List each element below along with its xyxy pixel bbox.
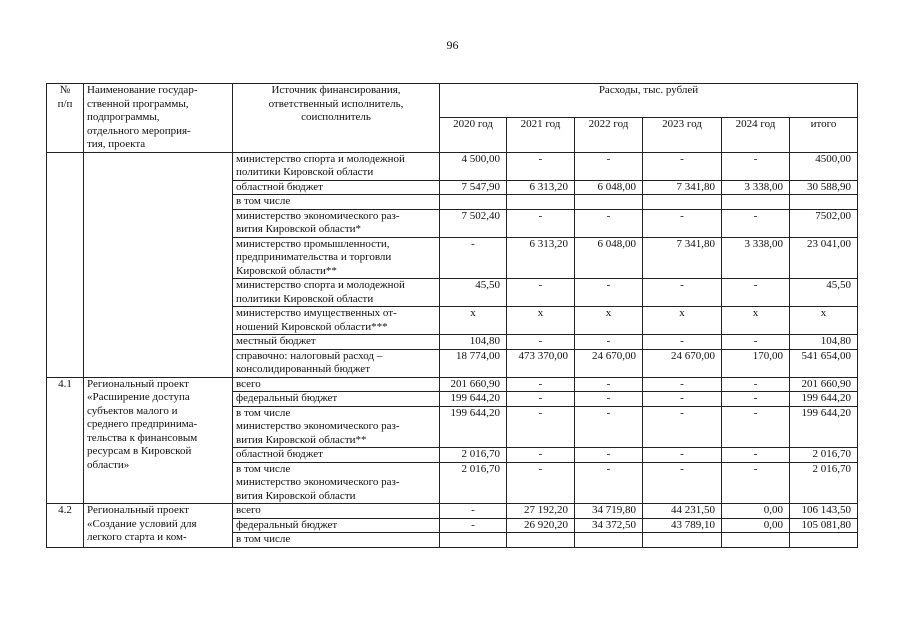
- value-cell: 27 192,20: [507, 504, 575, 519]
- value-cell: -: [507, 152, 575, 180]
- value-cell: -: [643, 448, 722, 463]
- header-name: Наименование государ- ственной программы, подпрограммы, отдельного мероприя- тия, проекта: [84, 84, 233, 153]
- value-cell: 201 660,90: [440, 377, 507, 392]
- value-cell: 473 370,00: [507, 349, 575, 377]
- total-cell: 199 644,20: [790, 392, 858, 407]
- value-cell: [440, 195, 507, 210]
- value-cell: -: [643, 152, 722, 180]
- header-source: Источник финансирования, ответственный исполнитель, соисполнитель: [233, 84, 440, 153]
- funding-source: министерство экономического раз- вития Кировской области*: [233, 209, 440, 237]
- value-cell: -: [507, 335, 575, 350]
- funding-source: областной бюджет: [233, 180, 440, 195]
- value-cell: [643, 533, 722, 548]
- value-cell: -: [440, 518, 507, 533]
- value-cell: -: [643, 406, 722, 448]
- value-cell: -: [575, 377, 643, 392]
- funding-source: министерство спорта и молодежной политики Кировской области: [233, 279, 440, 307]
- funding-source: федеральный бюджет: [233, 518, 440, 533]
- header-year: 2024 год: [722, 118, 790, 152]
- value-cell: -: [722, 335, 790, 350]
- total-cell: 2 016,70: [790, 462, 858, 504]
- header-year: 2021 год: [507, 118, 575, 152]
- value-cell: 3 338,00: [722, 237, 790, 279]
- value-cell: -: [507, 448, 575, 463]
- header-year: 2023 год: [643, 118, 722, 152]
- value-cell: -: [575, 462, 643, 504]
- value-cell: 6 313,20: [507, 237, 575, 279]
- value-cell: [643, 195, 722, 210]
- total-cell: 104,80: [790, 335, 858, 350]
- value-cell: -: [722, 279, 790, 307]
- funding-source: справочно: налоговый расход – консолидированный бюджет: [233, 349, 440, 377]
- total-cell: 23 041,00: [790, 237, 858, 279]
- row-number: 4.1: [47, 377, 84, 504]
- value-cell: 2 016,70: [440, 462, 507, 504]
- total-cell: [790, 195, 858, 210]
- value-cell: 6 313,20: [507, 180, 575, 195]
- value-cell: -: [643, 377, 722, 392]
- header-total: итого: [790, 118, 858, 152]
- total-cell: 45,50: [790, 279, 858, 307]
- row-number: 4.2: [47, 504, 84, 548]
- table-row: [47, 377, 858, 392]
- funding-source: всего: [233, 504, 440, 519]
- value-cell: 2 016,70: [440, 448, 507, 463]
- value-cell: -: [643, 209, 722, 237]
- total-cell: x: [790, 307, 858, 335]
- value-cell: 26 920,20: [507, 518, 575, 533]
- value-cell: 0,00: [722, 518, 790, 533]
- value-cell: -: [643, 462, 722, 504]
- value-cell: -: [507, 392, 575, 407]
- value-cell: -: [507, 279, 575, 307]
- total-cell: 199 644,20: [790, 406, 858, 448]
- value-cell: [722, 195, 790, 210]
- value-cell: -: [507, 377, 575, 392]
- value-cell: x: [643, 307, 722, 335]
- value-cell: x: [440, 307, 507, 335]
- total-cell: [790, 533, 858, 548]
- value-cell: 34 372,50: [575, 518, 643, 533]
- funding-source: министерство имущественных от- ношений Кировской области***: [233, 307, 440, 335]
- value-cell: -: [507, 209, 575, 237]
- value-cell: 4 500,00: [440, 152, 507, 180]
- value-cell: -: [575, 279, 643, 307]
- project-name: Региональный проект «Создание условий для легкого старта и ком-: [84, 504, 233, 548]
- total-cell: 30 588,90: [790, 180, 858, 195]
- total-cell: 4500,00: [790, 152, 858, 180]
- budget-table: [46, 83, 858, 548]
- value-cell: 7 502,40: [440, 209, 507, 237]
- funding-source: в том числе: [233, 195, 440, 210]
- value-cell: 18 774,00: [440, 349, 507, 377]
- funding-source: федеральный бюджет: [233, 392, 440, 407]
- value-cell: -: [643, 392, 722, 407]
- header-number: № п/п: [47, 84, 84, 153]
- total-cell: 2 016,70: [790, 448, 858, 463]
- value-cell: 3 338,00: [722, 180, 790, 195]
- value-cell: [440, 533, 507, 548]
- funding-source: министерство спорта и молодежной политики Кировской области: [233, 152, 440, 180]
- value-cell: [722, 533, 790, 548]
- funding-source: в том числе: [233, 533, 440, 548]
- funding-source: в том числе министерство экономического раз- вития Кировской области**: [233, 406, 440, 448]
- value-cell: -: [575, 152, 643, 180]
- value-cell: [507, 195, 575, 210]
- value-cell: 45,50: [440, 279, 507, 307]
- value-cell: 7 341,80: [643, 180, 722, 195]
- value-cell: -: [575, 392, 643, 407]
- value-cell: -: [722, 392, 790, 407]
- funding-source: всего: [233, 377, 440, 392]
- header-expenses: Расходы, тыс. рублей: [440, 84, 858, 118]
- value-cell: -: [722, 377, 790, 392]
- value-cell: x: [575, 307, 643, 335]
- value-cell: x: [507, 307, 575, 335]
- table-row: [47, 152, 858, 180]
- total-cell: 201 660,90: [790, 377, 858, 392]
- value-cell: 0,00: [722, 504, 790, 519]
- value-cell: 7 547,90: [440, 180, 507, 195]
- value-cell: 6 048,00: [575, 180, 643, 195]
- value-cell: -: [722, 152, 790, 180]
- value-cell: [575, 195, 643, 210]
- value-cell: 34 719,80: [575, 504, 643, 519]
- row-number: [47, 152, 84, 377]
- page-number: 96: [446, 38, 459, 52]
- total-cell: 7502,00: [790, 209, 858, 237]
- funding-source: областной бюджет: [233, 448, 440, 463]
- value-cell: [575, 533, 643, 548]
- project-name: Региональный проект «Расширение доступа субъектов малого и среднего предпринима- тельства к финансовым ресурсам в Кировской области»: [84, 377, 233, 504]
- value-cell: -: [722, 406, 790, 448]
- value-cell: 7 341,80: [643, 237, 722, 279]
- header-year: 2022 год: [575, 118, 643, 152]
- value-cell: -: [643, 335, 722, 350]
- value-cell: -: [440, 237, 507, 279]
- value-cell: -: [440, 504, 507, 519]
- value-cell: 104,80: [440, 335, 507, 350]
- header-year: 2020 год: [440, 118, 507, 152]
- header-row: [47, 84, 858, 118]
- total-cell: 541 654,00: [790, 349, 858, 377]
- value-cell: -: [575, 209, 643, 237]
- value-cell: -: [575, 448, 643, 463]
- value-cell: -: [575, 406, 643, 448]
- value-cell: -: [722, 209, 790, 237]
- project-name: [84, 152, 233, 377]
- value-cell: 170,00: [722, 349, 790, 377]
- value-cell: 24 670,00: [575, 349, 643, 377]
- value-cell: 44 231,50: [643, 504, 722, 519]
- value-cell: -: [643, 279, 722, 307]
- value-cell: [507, 533, 575, 548]
- total-cell: 105 081,80: [790, 518, 858, 533]
- value-cell: -: [507, 462, 575, 504]
- funding-source: министерство промышленности, предпринимательства и торговли Кировской области**: [233, 237, 440, 279]
- value-cell: 199 644,20: [440, 406, 507, 448]
- funding-source: местный бюджет: [233, 335, 440, 350]
- value-cell: -: [722, 462, 790, 504]
- value-cell: 6 048,00: [575, 237, 643, 279]
- value-cell: -: [722, 448, 790, 463]
- table-row: [47, 504, 858, 519]
- value-cell: -: [575, 335, 643, 350]
- total-cell: 106 143,50: [790, 504, 858, 519]
- value-cell: x: [722, 307, 790, 335]
- funding-source: в том числе министерство экономического раз- вития Кировской области: [233, 462, 440, 504]
- value-cell: 43 789,10: [643, 518, 722, 533]
- value-cell: -: [507, 406, 575, 448]
- value-cell: 199 644,20: [440, 392, 507, 407]
- value-cell: 24 670,00: [643, 349, 722, 377]
